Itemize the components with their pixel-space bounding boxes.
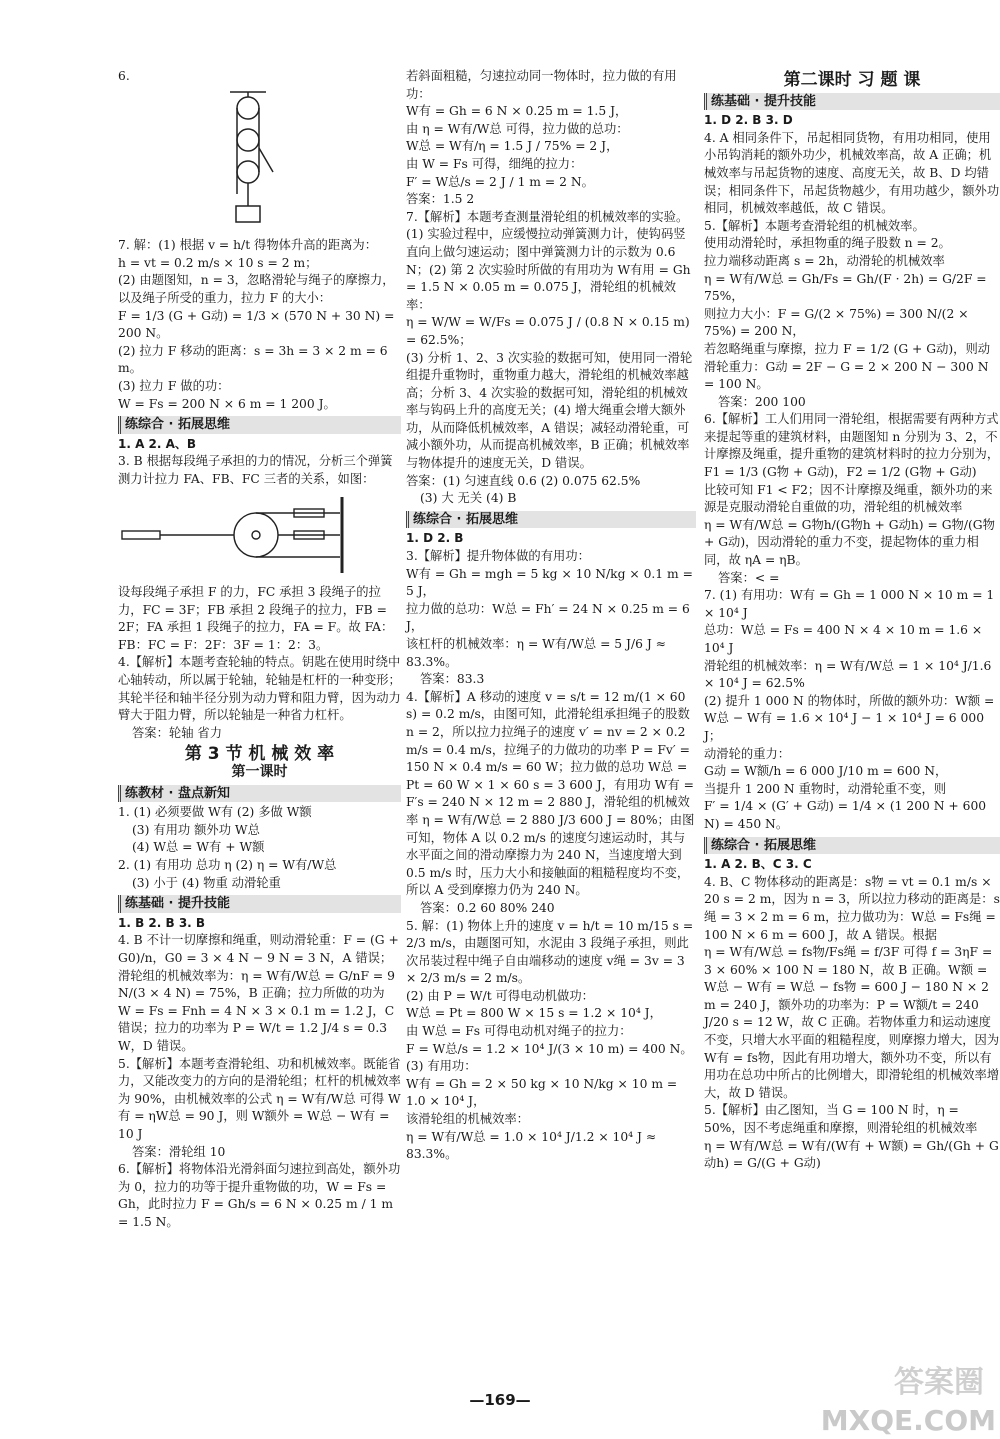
text-line: 1. D 2. B — [406, 531, 464, 546]
text-line: W有 = Gh = mgh = 5 kg × 10 N/kg × 0.1 m = 5 J， — [406, 566, 693, 599]
page-number: —169— — [469, 1391, 531, 1409]
text-line: F = 1/3 (G + G动) = 1/3 × (570 N + 30 N) = 200 N。 — [118, 308, 395, 341]
column-left — [118, 68, 401, 1231]
text-line: 该杠杆的机械效率：η = W有/W总 = 5 J/6 J ≈ 83.3%。 — [406, 637, 666, 669]
text-line: 答案：(1) 匀速直线 0.6 (2) 0.075 62.5% — [406, 473, 641, 488]
section-header: 练综合 · 拓展思维 — [704, 837, 1000, 855]
text-line: (2) 拉力 F 移动的距离：s = 3h = 3 × 2 m = 6 m。 — [118, 343, 388, 376]
section-header: 练基础 · 提升技能 — [704, 93, 1000, 111]
text-line: 4. B 不计一切摩擦和绳重，则动滑轮重：F = (G + G0)/n，G0 = 3 × 4 N − 9 N = 3 N，A 错误；滑轮组的机械效率为：η = W有/W总 = G/nF = 9 N/(3 × 4 N) = 75%，B 正确；拉力所做的功为 W = Fs = Fnh = 4 N × 3 × 0.1 m = 1.2 J，C 错误；拉力的功率为 P = W/t = 1.2 J/4 s = 0.3 W，D 错误。 — [118, 933, 399, 1053]
section-title: 第 3 节 机 械 效 率 — [184, 744, 335, 765]
text-line: (3) 有用功 额外功 W总 — [132, 822, 260, 837]
text-line: 7.【解析】本题考查测量滑轮组的机械效率的实验。(1) 实验过程中，应缓慢拉动弹簧测力计，使钩码竖直向上做匀速运动；图中弹簧测力计的示数为 0.6 N；(2) 第 2 次实验时所做的有用功为 W有用 = Gh = 1.5 N × 0.05 m = 0.075 J，滑轮组的机械效率： — [406, 209, 691, 312]
text-line: 4. A 相同条件下，吊起相同货物，有用功相同，使用小吊钩消耗的额外功少，机械效率高，故 A 正确；机械效率与吊起货物的速度、高度无关，故 B、D 均错误；相同条件下，吊起货物越少，有用功越少，额外功相同，机械效率越低，故 C 错误。 — [704, 130, 1000, 216]
text-line: 3. B 根据每段绳子承担的力的情况，分析三个弹簧测力计拉力 FA、FB、FC 三者的关系，如图： — [118, 454, 393, 486]
text-line: 该滑轮组的机械效率： — [406, 1112, 529, 1127]
text-line: 4. B、C 物体移动的距离是：s物 = vt = 0.1 m/s × 20 s = 2 m，因为 n = 3，所以拉力移动的距离是：s绳 = 3 × 2 m = 6 m，拉力做功为：W总 = Fs绳 = 100 N × 6 m = 600 J，故 A 错误。根据 — [704, 874, 1000, 942]
watermark-logo: 答案圈 — [894, 1365, 984, 1400]
text-line: h = vt = 0.2 m/s × 10 s = 2 m； — [118, 255, 318, 270]
text-line: 答案：轮轴 省力 — [132, 725, 222, 740]
text-line: η = W有/W总 = 1.0 × 10⁴ J/1.2 × 10⁴ J ≈ 83.3%。 — [406, 1129, 657, 1162]
text-line: 7. 解：(1) 根据 v = h/t 得物体升高的距离为： — [118, 238, 378, 253]
text-line: F = W总/s = 1.2 × 10⁴ J/(3 × 10 m) = 400 N。 — [406, 1041, 693, 1056]
text-line: 4.【解析】本题考查轮轴的特点。钥匙在使用时绕中心轴转动，所以属于轮轴，轮轴是杠杆的一种变形；其轮半径和轴半径分别为动力臂和阻力臂，因为动力臂大于阻力臂，所以轮轴是一种省力杠杆。 — [118, 655, 401, 723]
text-line: 总功：W总 = Fs = 400 N × 4 × 10 m = 1.6 × 10⁴ J — [704, 623, 983, 655]
text-line: 比较可知 F1 < F2；因不计摩擦及绳重，额外功的来源是克服动滑轮自重做的功，滑轮组的机械效率 — [704, 482, 993, 515]
text-line: 第一课时 — [231, 764, 288, 781]
text-line: 6.【解析】将物体沿光滑斜面匀速拉到高处，额外功为 0，拉力的功等于提升重物做的功，W = Fs = Gh，此时拉力 F = Gh/s = 6 N × 0.25 m / 1 m = 1.5 N。 — [118, 1162, 401, 1229]
text-line: 5.【解析】本题考查滑轮组、功和机械效率。既能省力，又能改变力的方向的是滑轮组；杠杆的机械效率为 90%，由机械效率的公式 η = W有/W总 可得 W有 = ηW总 = 90 J，则 W额外 = W总 − W有 = 10 J — [118, 1056, 401, 1141]
text-line: F′ = 1/4 × (G′ + G动) = 1/4 × (1 200 N + 600 N) = 450 N。 — [704, 799, 987, 831]
text-line: η = W有/W总 = W有/(W有 + W额) = Gh/(Gh + G动h) = G/(G + G动) — [704, 1138, 999, 1171]
text-line: 答案：0.2 60 80% 240 — [420, 900, 555, 915]
text-line: 拉力做的总功：W总 = Fh′ = 24 N × 0.25 m = 6 J， — [406, 601, 690, 634]
watermark-text: MXQE.COM — [820, 1404, 996, 1437]
text-line: 1. A 2. A、B — [118, 436, 197, 451]
text-line: G动 = W额/h = 6 000 J/10 m = 600 N， — [704, 764, 948, 779]
column-middle — [406, 68, 696, 1164]
text-line: η = W/W = W/Fs = 0.075 J / (0.8 N × 0.15 m) = 62.5%； — [406, 315, 690, 347]
text-line: 1. D 2. B 3. D — [704, 113, 793, 128]
text-line: (3) 分析 1、2、3 次实验的数据可知，使用同一滑轮组提升重物时，重物重力越大，滑轮组的机械效率越高；分析 3、4 次实验的数据可知，滑轮组的机械效率与钩码上升的高度无关；(4) 增大绳重会增大额外功，从而降低机械效率，A 错误；减轻动滑轮重，可减小额外功，从而提高机械效率，B 正确；机械效率与物体提升的速度无关，D 错误。 — [406, 350, 693, 471]
text-line: 答案：< = — [718, 570, 780, 585]
text-line: 4.【解析】A 移动的速度 v = s/t = 12 m/(1 × 60 s) = 0.2 m/s，由图可知，此滑轮组承担绳子的股数 n = 2，所以拉力拉绳子的速度 v′ = nv = 2 × 0.2 m/s = 0.4 m/s，拉绳子的力做功的功率 P = Fv′ = 150 N × 0.4 m/s = 60 W；拉力做的总功 W总 = Pt = 60 W × 1 × 60 s = 3 600 J，有用功 W有 = F′s = 240 N × 12 m = 2 880 J，滑轮组的机械效率 η = W有/W总 = 2 880 J/3 600 J = 80%；由图可知，物体 A 以 0.2 m/s 的速度匀速运动时，其与水平面之间的滑动摩擦力为 240 N，当速度增大到 0.5 m/s 时，压力大小和接触面的粗糙程度均不变，所以 A 受到摩擦力仍为 240 N。 — [406, 689, 695, 898]
text-line: W = Fs = 200 N × 6 m = 1 200 J。 — [118, 396, 336, 411]
text-line: 1. A 2. B、C 3. C — [704, 857, 812, 872]
text-line: 答案：滑轮组 10 — [132, 1144, 226, 1159]
text-line: 使用动滑轮时，承担物重的绳子股数 n = 2。 — [704, 236, 951, 251]
text-line: 6. — [118, 69, 130, 83]
text-line: 1. (1) 必须要做 W有 (2) 多做 W额 — [118, 805, 312, 820]
text-line: 由 η = W有/W总 可得，拉力做的总功： — [406, 121, 629, 136]
text-line: 若忽略绳重与摩擦，拉力 F = 1/2 (G + G动)，则动滑轮重力：G动 = 2F − G = 2 × 200 N − 300 N = 100 N。 — [704, 341, 991, 392]
text-line: (3) 小于 (4) 物重 动滑轮重 — [132, 875, 281, 890]
text-line: 3.【解析】提升物体做的有用功： — [406, 549, 590, 564]
section-header: 练教材 · 盘点新知 — [118, 785, 401, 803]
text-line: 2. (1) 有用功 总功 η (2) η = W有/W总 — [118, 858, 337, 872]
section-title: 第二课时 习 题 课 — [783, 70, 921, 90]
text-line: 由 W = Fs 可得，细绳的拉力： — [406, 156, 583, 171]
text-line: F1 = 1/3 (G物 + G动)，F2 = 1/2 (G物 + G动) — [704, 465, 977, 480]
text-line: W总 = Pt = 800 W × 15 s = 1.2 × 10⁴ J， — [406, 1006, 662, 1021]
text-line: η = W有/W总 = Gh/Fs = Gh/(F · 2h) = G/2F = 75%， — [704, 271, 987, 304]
text-line: F′ = W总/s = 2 J / 1 m = 2 N。 — [406, 174, 594, 189]
spring-figure — [118, 491, 401, 583]
section-header: 练综合 · 拓展思维 — [406, 511, 696, 529]
text-line: W有 = Gh = 2 × 50 kg × 10 N/kg × 10 m = 1.0 × 10⁴ J， — [406, 1076, 678, 1109]
text-line: 设每段绳子承担 F 的力，FC 承担 3 段绳子的拉力，FC = 3F；FB 承担 2 段绳子的拉力，FB = 2F；FA 承担 1 段绳子的拉力，FA = F。故 FA：FB：FC = F：2F：3F = 1：2：3。 — [118, 585, 394, 652]
text-line: 答案：1.5 2 — [406, 192, 475, 207]
text-line: W总 = W有/η = 1.5 J / 75% = 2 J， — [406, 139, 619, 154]
text-line: W有 = Gh = 6 N × 0.25 m = 1.5 J， — [406, 104, 628, 119]
text-line: 5.【解析】由乙图知，当 G = 100 N 时，η = 50%，因不考虑绳重和摩擦，则滑轮组的机械效率 — [704, 1103, 978, 1136]
text-line: (3) 大 无关 (4) B — [420, 491, 517, 506]
text-line: (2) 提升 1 000 N 的物体时，所做的额外功：W额 = W总 − W有 = 1.6 × 10⁴ J − 1 × 10⁴ J = 6 000 J； — [704, 693, 995, 743]
text-line: 1. B 2. B 3. B — [118, 915, 206, 930]
text-line: 6.【解析】工人们用同一滑轮组，根据需要有两种方式来提起等重的建筑材料，由题图知 n 分别为 3、2，不计摩擦及绳重，提升重物的建筑材料时的拉力分别为， — [704, 412, 1000, 462]
pulley-figure — [118, 88, 401, 236]
section-header: 练综合 · 拓展思维 — [118, 416, 401, 434]
text-line: (4) W总 = W有 + W额 — [132, 840, 265, 855]
column-right — [704, 68, 1000, 1173]
text-line: 若斜面粗糙，匀速拉动同一物体时，拉力做的有用功： — [406, 69, 677, 101]
text-line: 答案：200 100 — [718, 394, 806, 409]
text-line: 则拉力大小：F = G/(2 × 75%) = 300 N/(2 × 75%) = 200 N， — [704, 306, 969, 339]
text-line: η = W有/W总 = fs物/Fs绳 = f/3F 可得 f = 3ηF = 3 × 60% × 100 N = 180 N，故 B 正确。W额 = W总 − W有 = W总 − fs物 = 600 J − 180 N × 2 m = 240 J，额外功的功率为：P = W额/t = 240 J/20 s = 12 W，故 C 正确。若物体重力和运动速度不变，只增大水平面的粗糙程度，则摩擦力增大，因为 W有 = fs物，因此有用功增大，额外功不变，所以有用功在总功中所占的比例增大，即滑轮组的机械效率增大，故 D 错误。 — [704, 945, 1000, 1100]
text-line: 拉力端移动距离 s = 2h，动滑轮的机械效率 — [704, 253, 945, 268]
text-line: η = W有/W总 = G物h/(G物h + G动h) = G物/(G物 + G动)，因动滑轮的重力不变，提起物体的重力相同，故 ηA = ηB。 — [704, 517, 995, 568]
text-line: 7. (1) 有用功：W有 = Gh = 1 000 N × 10 m = 1 × 10⁴ J — [704, 588, 995, 620]
section-header: 练基础 · 提升技能 — [118, 895, 401, 913]
text-line: 滑轮组的机械效率：η = W有/W总 = 1 × 10⁴ J/1.6 × 10⁴ J = 62.5% — [704, 658, 992, 691]
text-line: 5. 解：(1) 物体上升的速度 v = h/t = 10 m/15 s = 2/3 m/s，由题图可知，水泥由 3 段绳子承担，则此次吊装过程中绳子自由端移动的速度 v绳 = 3v = 3 × 2/3 m/s = 2 m/s。 — [406, 918, 694, 986]
text-line: 动滑轮的重力： — [704, 746, 791, 761]
text-line: 5.【解析】本题考查滑轮组的机械效率。 — [704, 218, 925, 233]
text-line: (2) 由 P = W/t 可得电动机做功： — [406, 988, 594, 1003]
text-line: (3) 有用功： — [406, 1059, 477, 1074]
text-line: 答案：83.3 — [420, 672, 485, 687]
text-line: (3) 拉力 F 做的功： — [118, 378, 230, 393]
text-line: 由 W总 = Fs 可得电动机对绳子的拉力： — [406, 1024, 632, 1039]
text-line: 当提升 1 200 N 重物时，动滑轮重不变，则 — [704, 781, 947, 796]
text-line: (2) 由题图知，n = 3，忽略滑轮与绳子的摩擦力，以及绳子所受的重力，拉力 F 的大小： — [118, 273, 395, 305]
